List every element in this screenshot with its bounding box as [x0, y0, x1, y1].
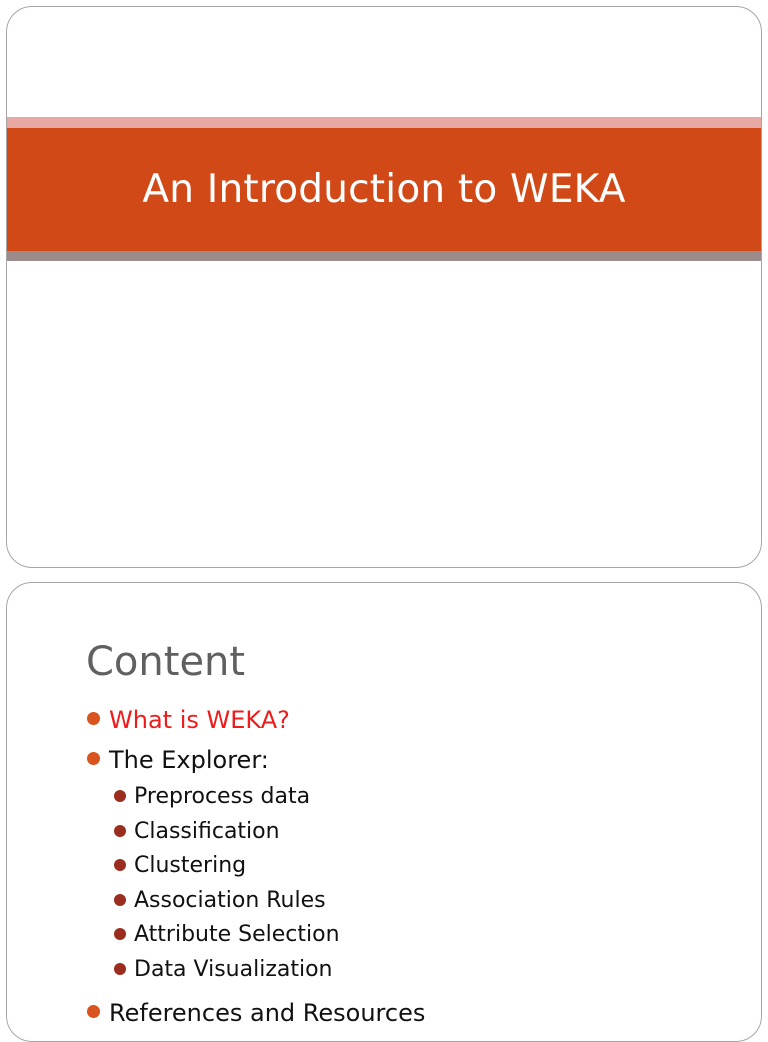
slide-title — [6, 6, 762, 568]
bullet-dot-icon — [114, 859, 126, 871]
slide-content — [6, 582, 762, 1042]
sub-bullet-item — [85, 953, 425, 988]
slide-title-text: An Introduction to WEKA — [142, 167, 626, 212]
bullet-text: References and Resources — [109, 998, 426, 1027]
bullet-dot-icon — [114, 790, 126, 802]
sub-bullet-item — [85, 815, 425, 850]
sub-bullet-text: Attribute Selection — [134, 922, 340, 948]
sub-bullet-text: Preprocess data — [134, 784, 311, 809]
bullet-dot-icon — [87, 712, 100, 725]
sub-bullet-text: Association Rules — [134, 887, 326, 913]
sub-bullet-item — [85, 849, 425, 884]
title-band-bottom-stripe — [7, 251, 761, 261]
bullet-dot-icon — [114, 963, 126, 975]
sub-bullet-text: Classification — [134, 818, 280, 844]
bullet-text: The Explorer: — [109, 746, 269, 774]
content-heading: Content — [86, 639, 246, 685]
sub-bullet-item — [85, 884, 425, 919]
bullet-dot-icon — [87, 752, 100, 765]
sub-bullet-item — [85, 780, 425, 815]
sub-bullet-item — [85, 918, 425, 953]
bullet-item — [85, 740, 425, 780]
sub-bullet-text: Data Visualization — [134, 956, 333, 982]
content-bullet-list — [85, 700, 425, 1033]
title-band-top-stripe — [7, 117, 761, 128]
bullet-dot-icon — [114, 825, 126, 837]
bullet-item — [85, 700, 425, 740]
bullet-dot-icon — [114, 928, 126, 940]
title-band — [7, 128, 761, 251]
bullet-item — [85, 993, 425, 1033]
bullet-text: What is WEKA? — [109, 706, 290, 734]
bullet-dot-icon — [114, 894, 126, 906]
sub-bullet-text: Clustering — [134, 853, 247, 879]
bullet-dot-icon — [87, 1005, 100, 1018]
